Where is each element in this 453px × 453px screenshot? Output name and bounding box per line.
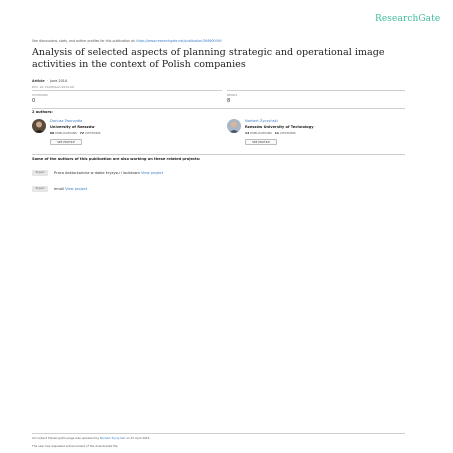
author-citations-label: CITATIONS: [84, 131, 101, 135]
project-badge: Project: [32, 170, 48, 176]
author-institution: Rzeszów University of Technology: [245, 125, 314, 129]
project-badge: Project: [32, 186, 48, 192]
author-publications-count: 60: [50, 131, 55, 135]
project-text: [54, 171, 163, 175]
citations-label: CITATIONS: [32, 93, 48, 97]
notice-prefix: See discussions, stats, and author profiles for this publication at:: [32, 39, 137, 43]
citations-divider: [32, 90, 222, 91]
author-citations-count: 72: [79, 131, 84, 135]
publication-url-link[interactable]: https://www.researchgate.net/publication/266900090: [136, 39, 222, 43]
project-text: [54, 187, 87, 191]
researchgate-logo[interactable]: ResearchGate: [375, 14, 441, 24]
see-profile-button[interactable]: SEE PROFILE: [245, 139, 277, 145]
author-citations-count: 11: [274, 131, 279, 135]
citations-value: 0: [32, 98, 36, 104]
article-type: Article: [32, 79, 45, 83]
article-meta: Article · June 2014: [32, 79, 68, 83]
author-stats: [50, 131, 101, 135]
project-title: Praca doktorkańcka w dobie kryzysu i lockdown: [54, 170, 142, 175]
upload-prefix: All content following this page was uploaded by: [32, 436, 100, 440]
author-publications-label: PUBLICATIONS: [250, 131, 272, 135]
reads-label: READS: [227, 93, 238, 97]
enhancement-notice: The user has requested enhancement of the downloaded file.: [32, 444, 119, 448]
author-name-link[interactable]: Norbert Życzyński: [245, 119, 278, 123]
uploader-link[interactable]: Norbert Życzyński: [99, 436, 126, 440]
author-citations-label: CITATIONS: [279, 131, 296, 135]
author-institution: University of Rzeszów: [50, 125, 95, 129]
article-date: June 2014: [49, 79, 68, 83]
projects-divider: [32, 154, 405, 155]
article-title: Analysis of selected aspects of planning strategic and operational image activities in the context of Polish companies: [32, 47, 385, 70]
author-publications-label: PUBLICATIONS: [55, 131, 77, 135]
author-stats: [245, 131, 296, 135]
project-title: email: [54, 186, 66, 191]
reads-divider: [227, 90, 405, 91]
upload-notice: [32, 436, 150, 440]
author-avatar[interactable]: [32, 119, 46, 133]
author-photo-icon: [227, 119, 241, 133]
footer-divider: [32, 433, 405, 434]
authors-heading: 2 authors:: [32, 110, 53, 114]
see-profile-button[interactable]: SEE PROFILE: [50, 139, 82, 145]
authors-divider: [32, 108, 405, 109]
author-photo-icon: [32, 119, 46, 133]
source-notice: [32, 39, 222, 43]
author-avatar[interactable]: [227, 119, 241, 133]
article-doi: DOI: 10.15208/beh.2014.06: [32, 85, 74, 89]
author-publications-count: 14: [245, 131, 250, 135]
author-name-link[interactable]: Dariusz Tworzydło: [50, 119, 83, 123]
view-project-link[interactable]: View project: [65, 186, 88, 191]
reads-value: 8: [227, 98, 231, 104]
view-project-link[interactable]: View project: [141, 170, 164, 175]
projects-heading: Some of the authors of this publication are also working on these related projects:: [32, 157, 201, 161]
upload-suffix: on 07 April 2015.: [125, 436, 151, 440]
